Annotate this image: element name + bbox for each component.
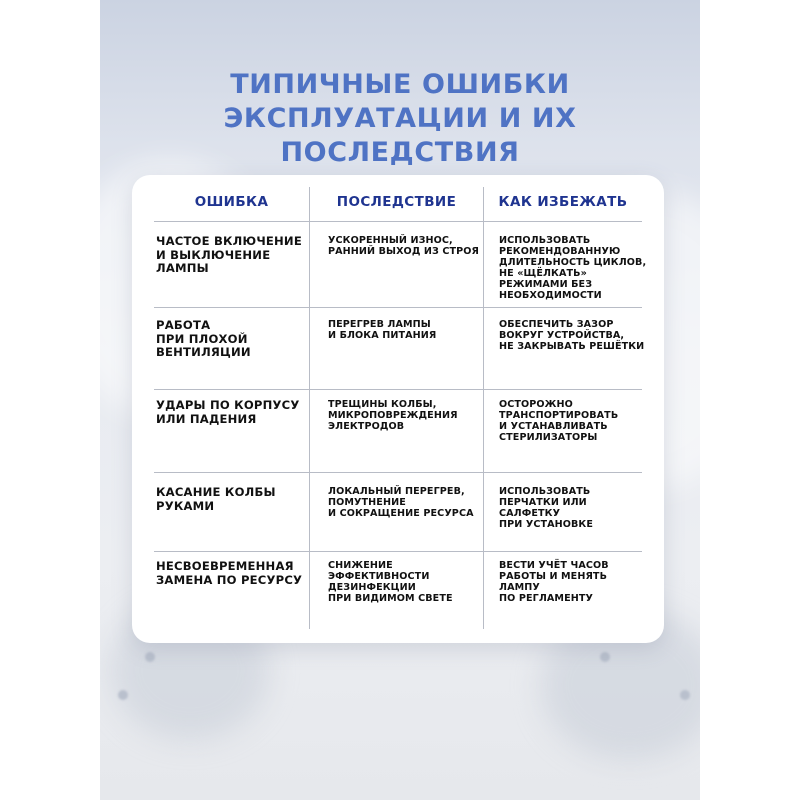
table-row-2-error: РАБОТА ПРИ ПЛОХОЙ ВЕНТИЛЯЦИИ [156,318,251,359]
table-row-4-prevention: ИСПОЛЬЗОВАТЬ ПЕРЧАТКИ ИЛИ САЛФЕТКУ ПРИ УСТАНОВКЕ [499,486,594,530]
table-row-1-prevention: ИСПОЛЬЗОВАТЬ РЕКОМЕНДОВАННУЮ ДЛИТЕЛЬНОСТЬ ЦИКЛОВ, НЕ «ЩЁЛКАТЬ» РЕЖИМАМИ БЕЗ НЕОБХОДИМОСТИ [499,235,647,301]
row-divider [154,389,642,390]
background-dot [600,652,610,662]
table-row-2-consequence: ПЕРЕГРЕВ ЛАМПЫ И БЛОКА ПИТАНИЯ [328,319,437,341]
table-row-3-error: УДАРЫ ПО КОРПУСУ ИЛИ ПАДЕНИЯ [156,398,300,426]
row-divider [154,551,642,552]
background-dot [118,690,128,700]
background-dot [680,690,690,700]
errors-table-card [132,175,664,643]
table-row-2-prevention: ОБЕСПЕЧИТЬ ЗАЗОР ВОКРУГ УСТРОЙСТВА, НЕ ЗАКРЫВАТЬ РЕШЁТКИ [499,319,645,352]
row-divider [154,307,642,308]
table-row-3-consequence: ТРЕЩИНЫ КОЛБЫ, МИКРОПОВРЕЖДЕНИЯ ЭЛЕКТРОДОВ [328,399,458,432]
column-header-prevention: КАК ИЗБЕЖАТЬ [498,194,628,210]
column-header-error: ОШИБКА [194,194,269,210]
table-row-5-prevention: ВЕСТИ УЧЁТ ЧАСОВ РАБОТЫ И МЕНЯТЬ ЛАМПУ ПО РЕГЛАМЕНТУ [499,560,609,604]
row-divider [154,221,642,222]
page-title-line-1: ТИПИЧНЫЕ ОШИБКИ [230,69,570,100]
table-row-1-error: ЧАСТОЕ ВКЛЮЧЕНИЕ И ВЫКЛЮЧЕНИЕ ЛАМПЫ [156,234,302,275]
column-divider [309,187,310,629]
column-divider [483,187,484,629]
background-dot [145,652,155,662]
table-row-3-prevention: ОСТОРОЖНО ТРАНСПОРТИРОВАТЬ И УСТАНАВЛИВАТЬ СТЕРИЛИЗАТОРЫ [499,399,619,443]
table-row-4-consequence: ЛОКАЛЬНЫЙ ПЕРЕГРЕВ, ПОМУТНЕНИЕ И СОКРАЩЕНИЕ РЕСУРСА [328,486,474,519]
table-row-5-error: НЕСВОЕВРЕМЕННАЯ ЗАМЕНА ПО РЕСУРСУ [156,559,303,587]
column-header-consequence: ПОСЛЕДСТВИЕ [336,194,457,210]
table-row-5-consequence: СНИЖЕНИЕ ЭФФЕКТИВНОСТИ ДЕЗИНФЕКЦИИ ПРИ ВИДИМОМ СВЕТЕ [328,560,453,604]
page-title-line-2: ЭКСПЛУАТАЦИИ И ИХ ПОСЛЕДСТВИЯ [223,103,577,168]
table-row-4-error: КАСАНИЕ КОЛБЫ РУКАМИ [156,485,276,513]
page-title [100,68,700,170]
table-row-1-consequence: УСКОРЕННЫЙ ИЗНОС, РАННИЙ ВЫХОД ИЗ СТРОЯ [328,235,480,257]
row-divider [154,472,642,473]
